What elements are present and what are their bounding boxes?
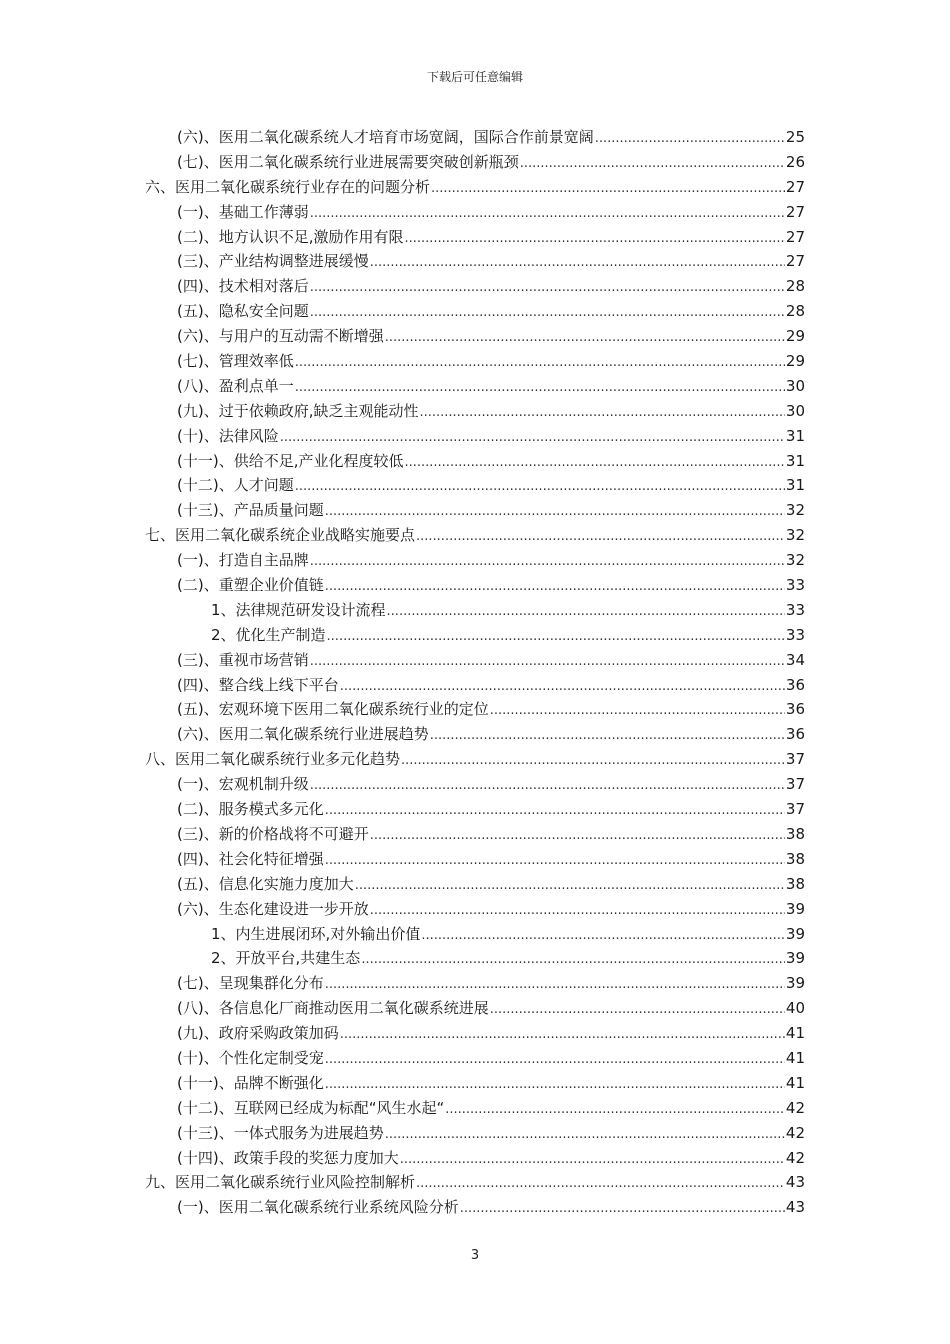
toc-entry-page: 41 — [785, 1073, 805, 1092]
toc-entry-page: 30 — [785, 401, 805, 420]
toc-entry[interactable] — [145, 374, 805, 399]
toc-entry[interactable] — [145, 697, 805, 722]
toc-entry[interactable] — [145, 449, 805, 474]
toc-entry[interactable] — [145, 349, 805, 374]
toc-entry-title: 七、医用二氧化碳系统企业战略实施要点 — [145, 526, 416, 545]
toc-entry-page: 40 — [785, 999, 805, 1018]
toc-entry-title: (十二)、人才问题 — [177, 476, 294, 495]
toc-entry-title: (十一)、品牌不断强化 — [177, 1073, 324, 1092]
toc-entry-title: (七)、医用二氧化碳系统行业进展需要突破创新瓶颈 — [177, 152, 519, 171]
toc-entry-title: (四)、整合线上线下平台 — [177, 675, 339, 694]
toc-entry-title: (十四)、政策手段的奖惩力度加大 — [177, 1148, 399, 1167]
toc-entry-title: (三)、产业结构调整进展缓慢 — [177, 252, 369, 271]
toc-entry-title: 2、开放平台,共建生态 — [211, 949, 361, 968]
toc-entry-title: (六)、医用二氧化碳系统人才培育市场宽阔，国际合作前景宽阔 — [177, 128, 594, 146]
toc-entry[interactable] — [145, 573, 805, 598]
toc-entry-page: 42 — [785, 1148, 805, 1167]
toc-entry[interactable] — [145, 498, 805, 523]
toc-dot-leader — [340, 1023, 785, 1048]
toc-entry[interactable] — [145, 473, 805, 498]
toc-dot-leader — [520, 152, 785, 177]
toc-entry[interactable] — [145, 1146, 805, 1171]
toc-dot-leader — [361, 948, 785, 973]
toc-dot-leader — [325, 799, 785, 824]
toc-dot-leader — [404, 451, 784, 476]
toc-dot-leader — [421, 924, 785, 949]
toc-entry[interactable] — [145, 125, 805, 150]
toc-dot-leader — [370, 824, 785, 849]
toc-entry-title: (二)、服务模式多元化 — [177, 800, 324, 819]
toc-entry-page: 29 — [785, 327, 805, 346]
toc-dot-leader — [370, 899, 785, 924]
toc-entry-page: 42 — [785, 1123, 805, 1142]
toc-dot-leader — [325, 1048, 785, 1073]
toc-dot-leader — [490, 699, 785, 724]
toc-dot-leader — [431, 177, 785, 202]
toc-dot-leader — [340, 675, 785, 700]
toc-entry[interactable] — [145, 623, 805, 648]
toc-dot-leader — [325, 973, 785, 998]
toc-dot-leader — [295, 351, 785, 376]
toc-entry[interactable] — [145, 548, 805, 573]
toc-dot-leader — [400, 1148, 785, 1173]
toc-entry-title: (一)、医用二氧化碳系统行业系统风险分析 — [177, 1198, 459, 1217]
toc-entry-page: 29 — [785, 352, 805, 371]
toc-entry-page: 31 — [785, 476, 805, 495]
toc-entry-title: (二)、重塑企业价值链 — [177, 576, 324, 595]
toc-entry[interactable] — [145, 1096, 805, 1121]
table-of-contents — [145, 125, 805, 1220]
toc-entry-title: (九)、政府采购政策加码 — [177, 1024, 339, 1043]
toc-entry-title: (三)、重视市场营销 — [177, 650, 309, 669]
toc-entry[interactable] — [145, 324, 805, 349]
toc-entry[interactable] — [145, 1071, 805, 1096]
toc-dot-leader — [295, 475, 785, 500]
toc-dot-leader — [460, 1197, 785, 1222]
toc-entry[interactable] — [145, 673, 805, 698]
page-number: 3 — [470, 1248, 480, 1263]
toc-entry-page: 31 — [785, 451, 805, 470]
toc-entry-title: 1、内生进展闭环,对外输出价值 — [211, 924, 421, 943]
toc-dot-leader — [401, 749, 785, 774]
toc-entry-page: 27 — [785, 252, 805, 271]
toc-entry-page: 41 — [785, 1024, 805, 1043]
toc-entry[interactable] — [145, 1021, 805, 1046]
toc-entry[interactable] — [145, 299, 805, 324]
toc-entry-page: 36 — [785, 700, 805, 719]
toc-entry-page: 38 — [785, 849, 805, 868]
toc-dot-leader — [295, 376, 785, 401]
toc-entry-title: (七)、呈现集群化分布 — [177, 974, 324, 993]
toc-entry-page: 28 — [785, 302, 805, 321]
toc-entry-page: 38 — [785, 874, 805, 893]
toc-entry[interactable] — [145, 200, 805, 225]
toc-entry-page: 39 — [785, 924, 805, 943]
toc-entry-page: 37 — [785, 775, 805, 794]
toc-entry[interactable] — [145, 150, 805, 175]
toc-dot-leader — [327, 625, 785, 650]
toc-dot-leader — [490, 998, 785, 1023]
toc-dot-leader — [325, 1073, 785, 1098]
toc-entry[interactable] — [145, 1121, 805, 1146]
toc-entry-page: 27 — [785, 227, 805, 246]
toc-entry-title: (五)、隐私安全问题 — [177, 302, 309, 321]
toc-entry-page: 33 — [785, 576, 805, 595]
toc-entry-title: (八)、各信息化厂商推动医用二氧化碳系统进展 — [177, 999, 489, 1018]
toc-entry[interactable] — [145, 399, 805, 424]
toc-entry-title: (六)、生态化建设进一步开放 — [177, 899, 369, 918]
toc-entry-title: (十一)、供给不足,产业化程度较低 — [177, 451, 404, 470]
toc-entry[interactable] — [145, 1046, 805, 1071]
toc-entry-title: (二)、地方认识不足,激励作用有限 — [177, 227, 404, 246]
toc-entry[interactable] — [145, 797, 805, 822]
toc-dot-leader — [370, 251, 785, 276]
toc-dot-leader — [387, 600, 785, 625]
toc-entry-page: 25 — [785, 128, 805, 146]
toc-entry[interactable] — [145, 1195, 805, 1220]
toc-entry-page: 39 — [785, 974, 805, 993]
toc-entry-title: 八、医用二氧化碳系统行业多元化趋势 — [145, 750, 401, 769]
toc-entry-title: (七)、管理效率低 — [177, 352, 294, 371]
toc-entry-title: (四)、技术相对落后 — [177, 277, 309, 296]
toc-entry[interactable] — [145, 598, 805, 623]
toc-entry[interactable] — [145, 523, 805, 548]
toc-entry[interactable] — [145, 847, 805, 872]
toc-entry-page: 39 — [785, 899, 805, 918]
toc-dot-leader — [419, 401, 784, 426]
toc-dot-leader — [310, 550, 785, 575]
toc-dot-leader — [325, 849, 785, 874]
toc-entry-title: (六)、与用户的互动需不断增强 — [177, 327, 384, 346]
toc-dot-leader — [325, 500, 785, 525]
toc-entry-page: 43 — [785, 1198, 805, 1217]
toc-dot-leader — [310, 301, 785, 326]
toc-entry[interactable] — [145, 772, 805, 797]
toc-entry[interactable] — [145, 648, 805, 673]
toc-entry-page: 36 — [785, 675, 805, 694]
toc-entry-title: 六、医用二氧化碳系统行业存在的问题分析 — [145, 177, 431, 196]
toc-entry-title: 2、优化生产制造 — [211, 625, 326, 644]
toc-entry[interactable] — [145, 274, 805, 299]
toc-dot-leader — [416, 1172, 785, 1197]
toc-entry-page: 28 — [785, 277, 805, 296]
toc-entry-title: (十二)、互联网已经成为标配“风生水起“ — [177, 1098, 445, 1117]
toc-entry[interactable] — [145, 822, 805, 847]
toc-entry-title: (十)、法律风险 — [177, 426, 279, 445]
toc-entry-page: 33 — [785, 600, 805, 619]
toc-entry-title: (十三)、一体式服务为进展趋势 — [177, 1123, 384, 1142]
toc-entry-title: 1、法律规范研发设计流程 — [211, 600, 386, 619]
toc-dot-leader — [430, 724, 785, 749]
toc-entry[interactable] — [145, 747, 805, 772]
toc-entry[interactable] — [145, 996, 805, 1021]
toc-entry-title: (八)、盈利点单一 — [177, 376, 294, 395]
toc-entry-page: 41 — [785, 1048, 805, 1067]
toc-entry-page: 37 — [785, 750, 805, 769]
toc-entry-page: 26 — [785, 152, 805, 171]
toc-entry[interactable] — [145, 922, 805, 947]
toc-entry-title: (三)、新的价格战将不可避开 — [177, 824, 369, 843]
toc-entry[interactable] — [145, 225, 805, 250]
toc-entry[interactable] — [145, 175, 805, 200]
toc-entry-page: 43 — [785, 1173, 805, 1192]
toc-dot-leader — [310, 650, 785, 675]
toc-entry-page: 32 — [785, 501, 805, 520]
page-header: 下载后可任意编辑 — [426, 70, 523, 84]
toc-dot-leader — [280, 426, 785, 451]
toc-entry-title: (五)、信息化实施力度加大 — [177, 874, 354, 893]
toc-dot-leader — [310, 202, 785, 227]
toc-entry-page: 38 — [785, 824, 805, 843]
toc-entry-title: (四)、社会化特征增强 — [177, 849, 324, 868]
toc-entry-title: (九)、过于依赖政府,缺乏主观能动性 — [177, 401, 419, 420]
toc-entry-title: (一)、宏观机制升级 — [177, 775, 309, 794]
toc-entry-page: 42 — [785, 1098, 805, 1117]
toc-dot-leader — [385, 326, 785, 351]
toc-entry-title: (一)、基础工作薄弱 — [177, 202, 309, 221]
toc-entry-page: 36 — [785, 725, 805, 744]
toc-entry-page: 32 — [785, 551, 805, 570]
toc-entry-page: 27 — [785, 202, 805, 221]
toc-entry[interactable] — [145, 946, 805, 971]
toc-dot-leader — [355, 874, 785, 899]
toc-entry-page: 33 — [785, 625, 805, 644]
toc-entry-page: 34 — [785, 650, 805, 669]
toc-entry-page: 27 — [785, 177, 805, 196]
toc-dot-leader — [310, 276, 785, 301]
toc-dot-leader — [404, 227, 784, 252]
toc-entry-page: 31 — [785, 426, 805, 445]
toc-dot-leader — [385, 1123, 785, 1148]
toc-entry-page: 32 — [785, 526, 805, 545]
toc-entry-page: 37 — [785, 800, 805, 819]
toc-entry[interactable] — [145, 897, 805, 922]
toc-entry-title: 九、医用二氧化碳系统行业风险控制解析 — [145, 1173, 416, 1192]
toc-dot-leader — [416, 525, 785, 550]
toc-entry-page: 39 — [785, 949, 805, 968]
toc-dot-leader — [595, 127, 785, 152]
toc-entry[interactable] — [145, 1170, 805, 1195]
toc-entry-title: (一)、打造自主品牌 — [177, 551, 309, 570]
toc-entry-title: (五)、宏观环境下医用二氧化碳系统行业的定位 — [177, 700, 489, 719]
toc-entry-title: (十)、个性化定制受宠 — [177, 1048, 324, 1067]
toc-entry-title: (六)、医用二氧化碳系统行业进展趋势 — [177, 725, 429, 744]
toc-dot-leader — [445, 1098, 785, 1123]
toc-entry[interactable] — [145, 249, 805, 274]
toc-entry[interactable] — [145, 971, 805, 996]
toc-entry[interactable] — [145, 424, 805, 449]
toc-entry-title: (十三)、产品质量问题 — [177, 501, 324, 520]
toc-dot-leader — [310, 774, 785, 799]
toc-dot-leader — [325, 575, 785, 600]
toc-entry[interactable] — [145, 872, 805, 897]
toc-entry-page: 30 — [785, 376, 805, 395]
toc-entry[interactable] — [145, 722, 805, 747]
